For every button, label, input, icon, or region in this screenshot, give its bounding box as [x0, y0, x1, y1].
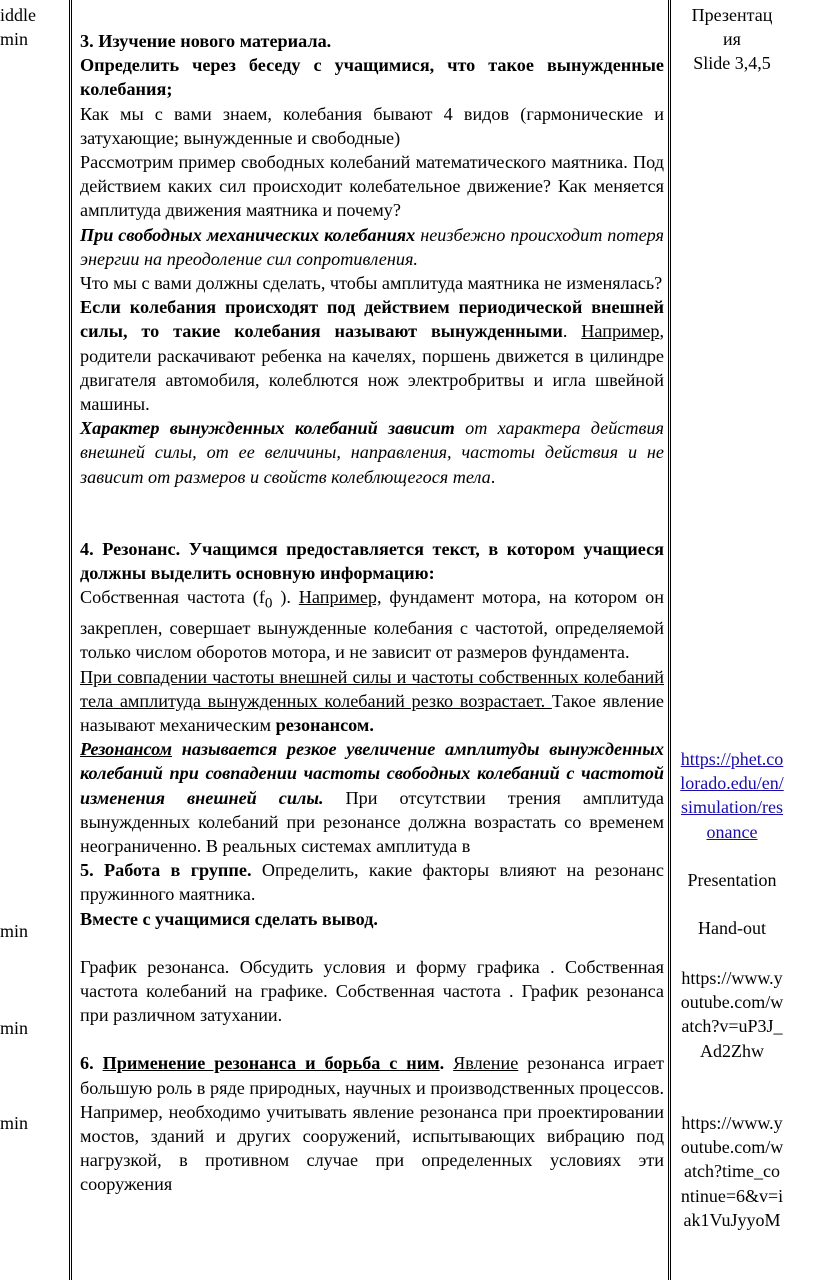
lesson-content	[80, 29, 664, 1197]
time-label-top: iddle	[0, 5, 36, 25]
natural-frequency-paragraph: Собственная частота ($f_0$ ). Например, фундамент мотора, на котором он закреплен, совершает вынужденные колебания с частотой, определяемой только числом оборотов мотора, и не зависит от размеров фундамента.	[80, 587, 665, 663]
resources-column	[680, 0, 784, 1230]
column-divider-right	[668, 0, 671, 1280]
section-4-title: 4. Резонанс. Учащимся предоставляется текст, в котором учащиеся должны выделить основную информацию:	[80, 538, 664, 584]
section-5-conclusion: Вместе с учащимися сделать вывод.	[80, 908, 378, 929]
time-label-min: min	[0, 1018, 29, 1038]
resonance-definition: Резонансом называется резкое увеличение амплитуды вынужденных колебаний при совпадении частоты свободных колебаний с частотой изменения внешней силы. При отсутствии трения амплитуда вынужденных колебаний при резонансе должна возрастать со временем неограниченно. В реальных системах амплитуда в	[80, 739, 664, 856]
time-label-top-min: min	[0, 29, 29, 49]
youtube-link[interactable]: https://www.youtube.com/watch?time_continue=6&v=iak1VuJyyoM	[680, 1113, 784, 1230]
resource-slides: Slide 3,4,5	[693, 53, 771, 74]
resource-presentation-label: ия	[723, 29, 741, 50]
phet-link[interactable]: https://phet.colorado.edu/en/simulation/resonance	[680, 749, 784, 842]
forced-oscillations-character: Характер вынужденных колебаний зависит от характера действия внешней силы, от ее величины, направления, частоты действия и не зависит от размеров и свойств колеблющегося тела.	[80, 418, 664, 487]
section-3-aim: Определить через беседу с учащимися, что такое вынужденные колебания;	[80, 55, 664, 100]
resource-handout: Hand-out	[698, 918, 766, 938]
section-3-title: 3. Изучение нового материала.	[80, 31, 332, 51]
resource-presentation-label: Презентац	[691, 5, 773, 25]
column-divider-left	[69, 0, 72, 1280]
section-3-paragraph: Рассмотрим пример свободных колебаний математического маятника. Под действием каких сил происходит колебательное движение? Как меняется амплитуда движения маятника и почему?	[80, 152, 664, 221]
resonance-paragraph: При совпадении частоты внешней силы и частоты собственных колебаний тела амплитуда вынужденных колебаний резко возрастает. Такое явление называют механическим резонансом.	[80, 666, 665, 735]
youtube-link[interactable]: https://www.youtube.com/watch?v=uP3J_Ad2Zhw	[680, 968, 784, 1061]
time-label-min: min	[0, 921, 29, 941]
forced-oscillations-definition: Если колебания происходят под действием периодической внешней силы, то такие колебания называют вынужденными. Например, родители раскачивают ребенка на качелях, поршень движется в цилиндре двигателя автомобиля, колеблются нож электробритвы и игла швейной машины.	[80, 297, 664, 415]
time-label-min: min	[0, 1113, 29, 1133]
resonance-graph-paragraph: График резонанса. Обсудить условия и форму графика . Собственная частота колебаний на графике. Собственная частота . График резонанса при различном затухании.	[80, 956, 664, 1026]
section-3-question: Что мы с вами должны сделать, чтобы амплитуда маятника не изменялась?	[80, 273, 663, 294]
resource-presentation: Presentation	[687, 870, 777, 890]
section-5: 5. Работа в группе. Определить, какие факторы влияют на резонанс пружинного маятника.	[80, 860, 664, 905]
section-3-paragraph: Как мы с вами знаем, колебания бывают 4 видов (гармонические и затухающие; вынужденные и свободные)	[80, 103, 664, 148]
free-oscillations-note: При свободных механических колебаниях неизбежно происходит потеря энергии на преодоление сил сопротивления.	[80, 224, 664, 269]
section-6: 6. Применение резонанса и борьба с ним. Явление резонанса играет большую роль в ряде природных, научных и производственных процессов. Например, необходимо учитывать явление резонанса при проектировании мостов, зданий и других сооружений, испытывающих вибрацию под нагрузкой, в противном случае при определенных условиях эти сооружения	[80, 1053, 664, 1195]
